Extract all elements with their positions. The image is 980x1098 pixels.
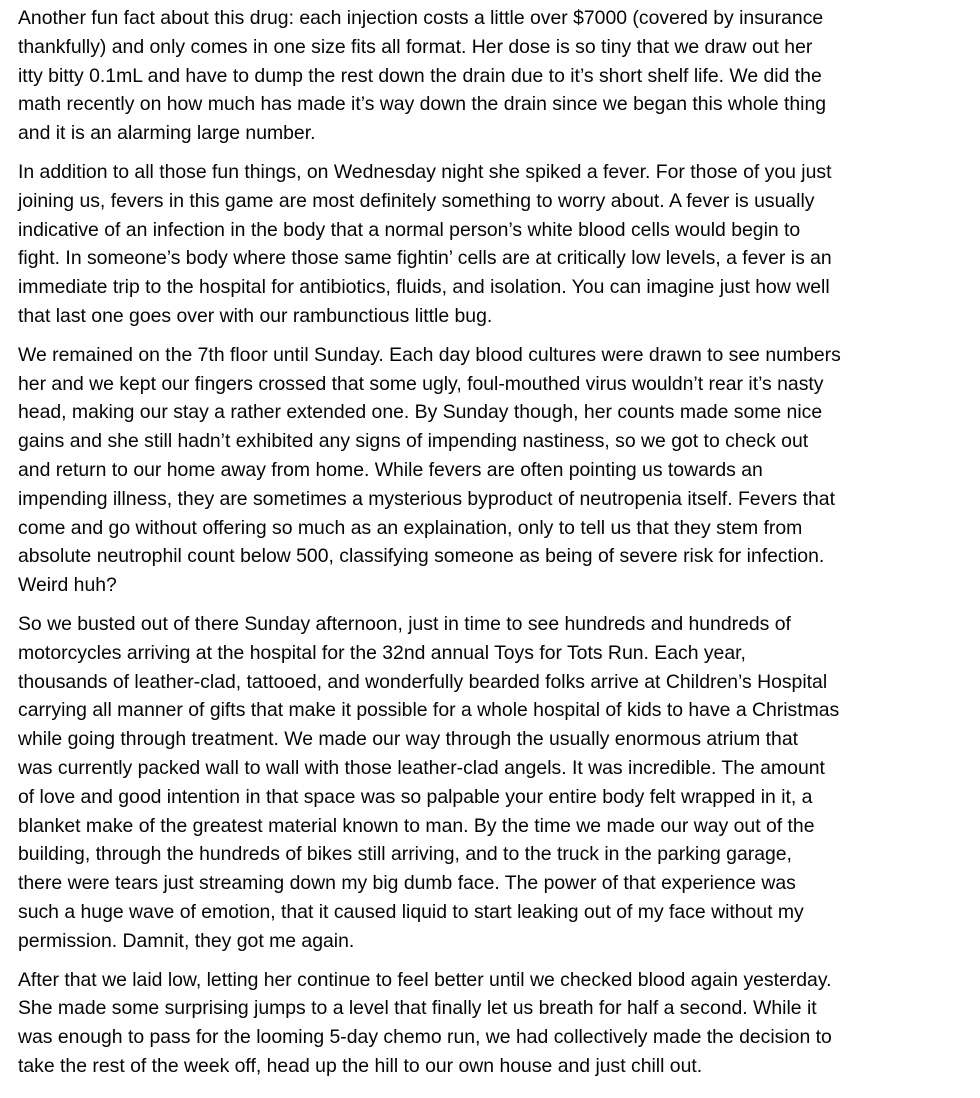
post-paragraph-injection-cost: Another fun fact about this drug: each injection costs a little over $7000 (covered by insurance thankfully) and only comes in one size fits all format. Her dose is so tiny that we draw out her itty bitty 0.1mL and have to dump the rest down the drain due to it’s short shelf life. We did the math recently on how much has made it’s way down the drain since we began this whole thing and it is an alarming large number. bbox=[18, 7, 827, 145]
post-body bbox=[18, 4, 968, 1091]
post-paragraph-toys-for-tots: So we busted out of there Sunday afternoon, just in time to see hundreds and hundreds of motorcycles arriving at the hospital for the 32nd annual Toys for Tots Run. Each year, thousands of leather-clad, tattooed, and wonderfully bearded folks arrive at Children’s Hospital carrying all manner of gifts that make it possible for a whole hospital of kids to have a Christmas while going through treatment. We made our way through the usually enormous atrium that was currently packed wall to wall with those leather-clad angels. It was incredible. The amount of love and good intention in that space was so palpable your entire body felt wrapped in it, a blanket make of the greatest material known to man. By the time we made our way out of the building, through the hundreds of bikes still arriving, and to the truck in the parking garage, there were tears just streaming down my big dumb face. The power of that experience was such a huge wave of emotion, that it caused liquid to start leaking out of my face without my permission. Damnit, they got me again. bbox=[18, 612, 840, 952]
post-paragraph-fever: In addition to all those fun things, on Wednesday night she spiked a fever. For those of you just joining us, fevers in this game are most definitely something to worry about. A fever is usually indicative of an infection in the body that a normal person’s white blood cells would begin to fight. In someone’s body where those same fightin’ cells are at critically low levels, a fever is an immediate trip to the hospital for antibiotics, fluids, and isolation. You can imagine just how well that last one goes over with our rambunctious little bug. bbox=[18, 160, 832, 327]
post-paragraph-hospital-stay: We remained on the 7th floor until Sunday. Each day blood cultures were drawn to see numbers her and we kept our fingers crossed that some ugly, foul-mouthed virus wouldn’t rear it’s nasty head, making our stay a rather extended one. By Sunday though, her counts made some nice gains and she still hadn’t exhibited any signs of impending nastiness, so we got to check out and return to our home away from home. While fevers are often pointing us towards an impending illness, they are sometimes a mysterious byproduct of neutropenia itself. Fevers that come and go without offering so much as an explaination, only to tell us that they stem from absolute neutrophil count below 500, classifying someone as being of severe risk for infection. Weird huh? bbox=[18, 343, 841, 597]
post-paragraph-week-off: After that we laid low, letting her continue to feel better until we checked blood again yesterday. She made some surprising jumps to a level that finally let us breath for half a second. While it was enough to pass for the looming 5-day chemo run, we had collectively made the decision to take the rest of the week off, head up the hill to our own house and just chill out. bbox=[18, 968, 832, 1077]
